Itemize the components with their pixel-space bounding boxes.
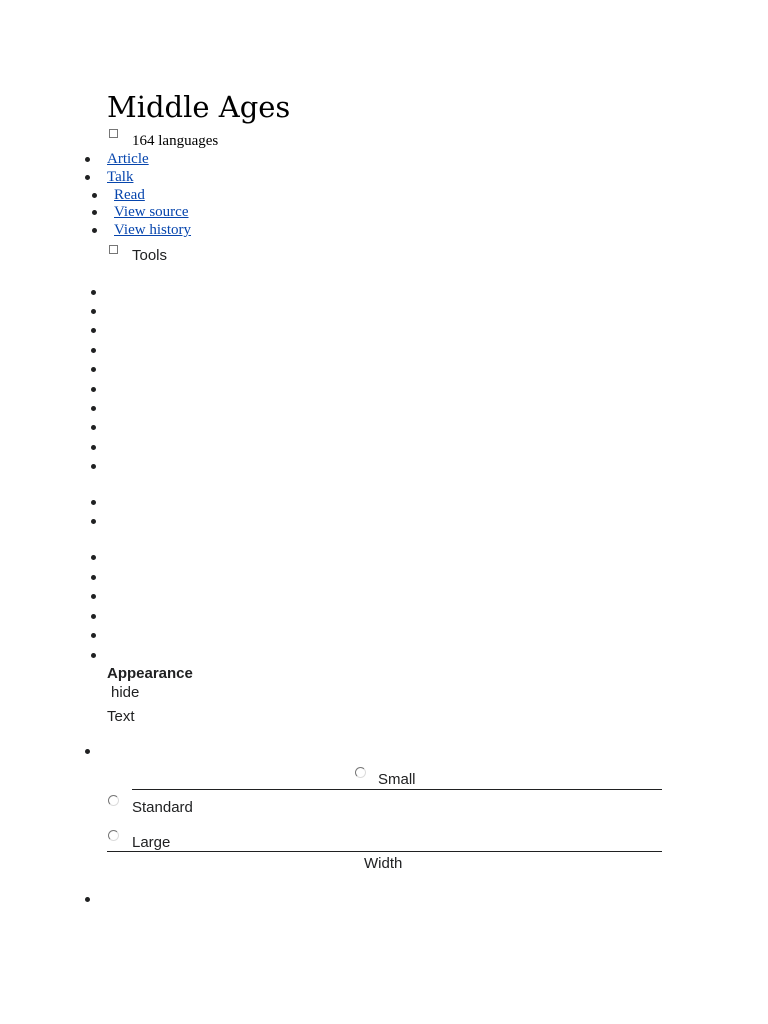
list-bullet: [92, 193, 97, 198]
tab-view-source[interactable]: View source: [114, 204, 189, 220]
list-bullet: [91, 348, 96, 353]
list-bullet: [91, 633, 96, 638]
list-bullet: [92, 228, 97, 233]
width-label: Width: [364, 855, 403, 872]
list-bullet: [91, 464, 96, 469]
list-bullet: [91, 575, 96, 580]
list-bullet: [91, 309, 96, 314]
text-size-small-radio[interactable]: [355, 767, 366, 778]
text-size-large-label[interactable]: Large: [132, 834, 171, 851]
list-bullet: [91, 594, 96, 599]
text-size-standard-label[interactable]: Standard: [132, 799, 193, 816]
text-size-small-label[interactable]: Small: [378, 771, 416, 788]
list-bullet: [91, 290, 96, 295]
list-bullet: [91, 500, 96, 505]
list-bullet: [91, 406, 96, 411]
list-bullet: [91, 445, 96, 450]
text-size-large-radio[interactable]: [108, 830, 119, 841]
list-bullet: [85, 897, 90, 902]
list-bullet: [91, 367, 96, 372]
list-bullet: [91, 387, 96, 392]
tools-label[interactable]: Tools: [132, 247, 168, 264]
languages-label[interactable]: 164 languages: [132, 133, 219, 149]
tab-talk[interactable]: Talk: [107, 169, 134, 185]
divider: [132, 789, 662, 790]
list-bullet: [91, 653, 96, 658]
page-title: Middle Ages: [107, 90, 291, 124]
list-bullet: [91, 555, 96, 560]
tab-view-history[interactable]: View history: [114, 222, 192, 238]
hide-button[interactable]: hide: [111, 684, 140, 701]
list-bullet: [91, 519, 96, 524]
divider: [107, 851, 662, 852]
list-bullet: [85, 157, 90, 162]
text-size-label: Text: [107, 708, 135, 725]
list-bullet: [91, 614, 96, 619]
list-bullet: [91, 425, 96, 430]
languages-checkbox[interactable]: [109, 129, 118, 138]
list-bullet: [85, 175, 90, 180]
tools-checkbox[interactable]: [109, 245, 118, 254]
tab-read[interactable]: Read: [114, 187, 145, 203]
list-bullet: [92, 210, 97, 215]
list-bullet: [85, 749, 90, 754]
text-size-standard-radio[interactable]: [108, 795, 119, 806]
list-bullet: [91, 328, 96, 333]
tab-article[interactable]: Article: [107, 151, 149, 167]
appearance-heading: Appearance: [107, 665, 193, 682]
